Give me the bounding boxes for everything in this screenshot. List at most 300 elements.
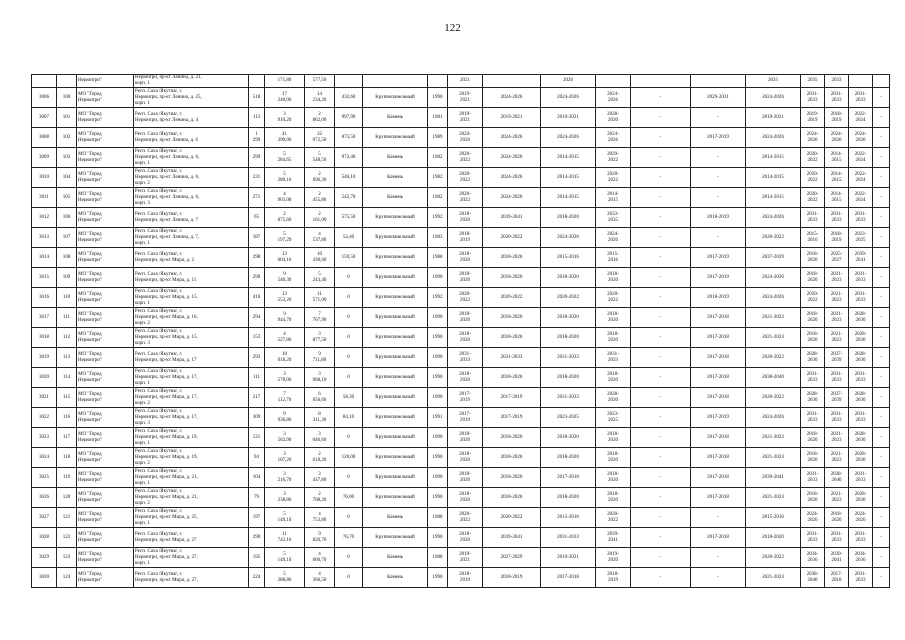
- table-cell-c14: 2018- 2020: [801, 328, 825, 348]
- table-cell-end: -: [873, 368, 890, 388]
- table-cell-id: 113: [57, 348, 77, 368]
- table-cell-c9: 2020-2022: [541, 288, 596, 308]
- table-cell-c15: 2014- 2015: [825, 168, 849, 188]
- table-cell-addr: Респ. Саха /Якутия/, г. Нерюнгри, пр-кт Ленина, д. 7, корп. 1: [134, 228, 249, 248]
- table-cell-c6: 1982: [428, 148, 448, 168]
- table-cell-no: 3017: [32, 308, 57, 328]
- table-cell-c8: 2039-2041: [483, 208, 541, 228]
- table-cell-addr: Респ. Саха /Якутия/, г. Нерюнгри, пр-кт Ленина, д. 6, корп. 1: [134, 148, 249, 168]
- table-cell-c1: 113: [249, 108, 265, 128]
- table-cell-c9: 2024-2026: [541, 128, 596, 148]
- table-cell-c12: 2029-2031: [691, 88, 746, 108]
- table-cell-c6: 1992: [428, 208, 448, 228]
- table-cell-c9: 2023-2025: [541, 408, 596, 428]
- table-cell-end: -: [873, 168, 890, 188]
- table-cell-no: 3009: [32, 148, 57, 168]
- table-cell-c11: -: [631, 88, 691, 108]
- table-cell-c8: 2018-2020: [483, 448, 541, 468]
- table-cell-c12: [691, 75, 746, 88]
- table-cell-c14: 2020- 2022: [801, 188, 825, 208]
- table-cell-c15: 2017- 2018: [825, 568, 849, 588]
- table-cell-c6: 1990: [428, 528, 448, 548]
- table-cell-mo: МО "Город Нерюнгри": [77, 148, 134, 168]
- table-cell-c7: 2020- 2022: [448, 188, 483, 208]
- table-cell-c2: 3 216,70: [265, 468, 305, 488]
- table-cell-c4: 0: [335, 288, 363, 308]
- table-cell-c15: 2037- 2039: [825, 348, 849, 368]
- table-row: [32, 368, 890, 388]
- table-cell-c9: 2018-2020: [541, 328, 596, 348]
- table-cell-c12: 2018-2019: [691, 208, 746, 228]
- table-cell-c2: 5 284,65: [265, 148, 305, 168]
- table-cell-c1: 416: [249, 288, 265, 308]
- table-row: [32, 88, 890, 108]
- table-cell-end: -: [873, 188, 890, 208]
- table-cell-c7: 2018- 2020: [448, 208, 483, 228]
- table-cell-c10: 2018- 2020: [596, 448, 631, 468]
- table-cell-c7: 2020- 2022: [448, 168, 483, 188]
- table-cell-c2: 3 578,00: [265, 368, 305, 388]
- table-cell-c8: [483, 75, 541, 88]
- table-cell-c12: -: [691, 108, 746, 128]
- table-cell-c12: 2017-2019: [691, 408, 746, 428]
- table-cell-c10: 2018- 2020: [596, 328, 631, 348]
- table-cell-c7: 2020- 2022: [448, 288, 483, 308]
- table-cell-id: 105: [57, 188, 77, 208]
- table-cell-c1: 104: [249, 468, 265, 488]
- table-cell-c16: 2022- 2024: [849, 168, 873, 188]
- table-cell-c4: 972,40: [335, 148, 363, 168]
- table-cell-c5: Камень: [363, 188, 428, 208]
- table-cell-c7: 2021: [448, 75, 483, 88]
- table-cell-mo: МО "Город Нерюнгри": [77, 548, 134, 568]
- table-cell-mo: МО "Город Нерюнгри": [77, 288, 134, 308]
- table-cell-c7: 2018- 2020: [448, 448, 483, 468]
- table-cell-id: 118: [57, 448, 77, 468]
- table-cell-c7: 2019- 2021: [448, 108, 483, 128]
- table-cell-no: 3029: [32, 548, 57, 568]
- table-cell-c1: 187: [249, 228, 265, 248]
- table-cell-c14: 2035: [801, 75, 825, 88]
- table-cell-c15: 2031- 2033: [825, 528, 849, 548]
- table-cell-c14: 2015- 2016: [801, 228, 825, 248]
- table-cell-c5: Крупнопанельный: [363, 328, 428, 348]
- table-cell-c6: 1990: [428, 428, 448, 448]
- table-cell-no: 3023: [32, 428, 57, 448]
- table-row: [32, 508, 890, 528]
- table-cell-mo: МО "Город Нерюнгри": [77, 508, 134, 528]
- table-cell-c1: 195: [249, 548, 265, 568]
- table-cell-c14: 2024- 2026: [801, 508, 825, 528]
- table-row: [32, 108, 890, 128]
- table-cell-c11: -: [631, 428, 691, 448]
- table-cell-c6: 1981: [428, 108, 448, 128]
- table-row: [32, 568, 890, 588]
- table-cell-c14: 2018- 2020: [801, 488, 825, 508]
- table-cell-c8: 2020-2022: [483, 228, 541, 248]
- table-cell-mo: МО "Город Нерюнгри": [77, 208, 134, 228]
- table-cell-c7: 2018- 2020: [448, 468, 483, 488]
- table-cell-c12: 2017-2019: [691, 128, 746, 148]
- table-cell-c3: 10 430,60: [305, 248, 335, 268]
- table-cell-c4: [335, 75, 363, 88]
- table-cell-no: 3010: [32, 168, 57, 188]
- table-cell-c12: 2017-2018: [691, 308, 746, 328]
- table-cell-c3: 6 056,60: [305, 388, 335, 408]
- table-cell-c8: 2017-2019: [483, 388, 541, 408]
- table-cell-c9: 2018-2020: [541, 308, 596, 328]
- table-cell-c6: 1990: [428, 468, 448, 488]
- table-cell-mo: МО "Город Нерюнгри": [77, 308, 134, 328]
- table-cell-c16: 2031- 2033: [849, 208, 873, 228]
- table-cell-c16: 2031- 2033: [849, 528, 873, 548]
- table-cell-c2: 11 742,10: [265, 528, 305, 548]
- table-cell-c8: 2018-2020: [483, 268, 541, 288]
- table-cell-c6: 1982: [428, 188, 448, 208]
- table-cell-c1: 294: [249, 308, 265, 328]
- table-cell-c15: 2021- 2023: [825, 308, 849, 328]
- table-cell-c14: 2031- 2033: [801, 408, 825, 428]
- table-row: [32, 288, 890, 308]
- table-cell-c8: 2018-2020: [483, 248, 541, 268]
- table-cell-end: -: [873, 348, 890, 368]
- table-cell-end: -: [873, 88, 890, 108]
- table-cell-id: 114: [57, 368, 77, 388]
- table-cell-mo: МО "Город Нерюнгри": [77, 228, 134, 248]
- table-cell-c4: 0: [335, 508, 363, 528]
- table-cell-addr: Нерюнгри, пр-кт Ленина, д. 21, корп. 1: [134, 75, 249, 88]
- table-cell-c1: 121: [249, 428, 265, 448]
- table-cell-c7: 2018- 2020: [448, 248, 483, 268]
- table-cell-c12: 2017-2018: [691, 348, 746, 368]
- table-cell-mo: МО "Город Нерюнгри": [77, 268, 134, 288]
- table-cell-c13: 2024-2026: [746, 408, 801, 428]
- table-cell-c5: Крупнопанельный: [363, 308, 428, 328]
- table-cell-addr: Респ. Саха /Якутия/, г. Нерюнгри, пр-кт Мира, д. 15, корп. 1: [134, 288, 249, 308]
- table-cell-c16: 2024- 2026: [849, 508, 873, 528]
- table-cell-c7: 2018- 2020: [448, 488, 483, 508]
- table-cell-c8: 2024-2026: [483, 148, 541, 168]
- table-cell-c10: 2020- 2022: [596, 508, 631, 528]
- table-cell-mo: МО "Город Нерюнгри": [77, 348, 134, 368]
- table-cell-c13: 2035: [746, 75, 801, 88]
- table-cell-c1: 293: [249, 348, 265, 368]
- table-cell-end: -: [873, 508, 890, 528]
- table-cell-c2: 5 149,10: [265, 548, 305, 568]
- table-cell-no: 3012: [32, 208, 57, 228]
- table-cell-c9: 2015-2016: [541, 248, 596, 268]
- table-cell-c8: 2018-2020: [483, 428, 541, 448]
- table-cell-c5: Крупнопанельный: [363, 248, 428, 268]
- table-cell-c16: 2022- 2024: [849, 108, 873, 128]
- table-cell-c12: 2017-2018: [691, 448, 746, 468]
- table-cell-end: -: [873, 228, 890, 248]
- table-cell-c16: 2028- 2030: [849, 488, 873, 508]
- table-cell-id: 117: [57, 428, 77, 448]
- table-cell-no: 3019: [32, 348, 57, 368]
- table-cell-c8: 2024-2026: [483, 128, 541, 148]
- table-cell-c11: -: [631, 208, 691, 228]
- table-cell-end: -: [873, 488, 890, 508]
- table-cell-c13: 2014-2015: [746, 148, 801, 168]
- table-cell-c16: 2028- 2030: [849, 448, 873, 468]
- table-cell-c3: 4 537,80: [305, 228, 335, 248]
- table-cell-addr: Респ. Саха /Якутия/, г. Нерюнгри, пр-кт Мира, д. 2: [134, 248, 249, 268]
- table-cell-c5: Крупнопанельный: [363, 388, 428, 408]
- table-cell-c13: 2018-2020: [746, 528, 801, 548]
- table-cell-c15: 2021- 2023: [825, 328, 849, 348]
- table-cell-c1: 309: [249, 408, 265, 428]
- table-cell-c3: 2 696,30: [305, 168, 335, 188]
- table-cell-c10: 2020- 2022: [596, 168, 631, 188]
- table-cell-id: 106: [57, 208, 77, 228]
- table-cell-end: -: [873, 308, 890, 328]
- table-cell-mo: МО "Город Нерюнгри": [77, 468, 134, 488]
- table-cell-c5: Камень: [363, 108, 428, 128]
- table-cell-c11: -: [631, 528, 691, 548]
- table-cell-c6: 1990: [428, 388, 448, 408]
- table-cell-c5: Крупнопанельный: [363, 208, 428, 228]
- table-cell-c6: [428, 75, 448, 88]
- table-cell-id: 102: [57, 128, 77, 148]
- table-cell-c15: 2031- 2033: [825, 208, 849, 228]
- table-cell-c16: 2028- 2030: [849, 348, 873, 368]
- table-cell-id: 116: [57, 408, 77, 428]
- table-cell-c4: 58,30: [335, 388, 363, 408]
- table-cell-mo: МО "Город Нерюнгри": [77, 88, 134, 108]
- table-cell-c14: 2024- 2026: [801, 128, 825, 148]
- table-row: [32, 268, 890, 288]
- table-cell-c12: 2017-2018: [691, 488, 746, 508]
- table-cell-c6: 1983: [428, 228, 448, 248]
- table-cell-c2: 9 936,80: [265, 408, 305, 428]
- table-cell-c15: 2039- 2041: [825, 548, 849, 568]
- table-cell-end: -: [873, 388, 890, 408]
- table-cell-c16: 2023- 2025: [849, 228, 873, 248]
- table-cell-end: -: [873, 468, 890, 488]
- table-cell-c1: 94: [249, 448, 265, 468]
- table-cell-c16: 2022- 2024: [849, 188, 873, 208]
- table-cell-c11: -: [631, 328, 691, 348]
- table-cell-addr: Респ. Саха /Якутия/, г. Нерюнгри, пр-кт Мира, д. 15, корп. 3: [134, 328, 249, 348]
- table-cell-c15: 2031- 2033: [825, 88, 849, 108]
- table-cell-c11: -: [631, 308, 691, 328]
- table-cell-c6: 1989: [428, 128, 448, 148]
- table-cell-c12: -: [691, 168, 746, 188]
- table-cell-c15: 2021- 2023: [825, 428, 849, 448]
- table-row: [32, 128, 890, 148]
- table-cell-c2: 13 604,10: [265, 248, 305, 268]
- table-cell-c11: -: [631, 228, 691, 248]
- table-cell-c2: 5 197,29: [265, 228, 305, 248]
- table-cell-c7: 2020- 2022: [448, 508, 483, 528]
- table-cell-no: 3006: [32, 88, 57, 108]
- table-cell-c13: 2020-2022: [746, 548, 801, 568]
- table-row: [32, 168, 890, 188]
- table-cell-c14: 2031- 2033: [801, 528, 825, 548]
- table-cell-c15: 2025- 2027: [825, 248, 849, 268]
- table-cell-id: 120: [57, 488, 77, 508]
- table-cell-c12: 2017-2018: [691, 468, 746, 488]
- table-cell-mo: МО "Город Нерюнгри": [77, 368, 134, 388]
- table-cell-c12: -: [691, 148, 746, 168]
- table-cell-c8: 2024-2026: [483, 168, 541, 188]
- table-cell-no: [32, 75, 57, 88]
- table-cell-no: 3013: [32, 228, 57, 248]
- table-cell-c6: 1990: [428, 368, 448, 388]
- table-cell-c4: 159,50: [335, 248, 363, 268]
- table-cell-no: 3024: [32, 448, 57, 468]
- table-cell-c1: 290: [249, 528, 265, 548]
- table-cell-c10: 2018- 2020: [596, 368, 631, 388]
- table-cell-c7: 2020- 2022: [448, 148, 483, 168]
- table-cell-c5: [363, 75, 428, 88]
- table-cell-c9: 2017-2018: [541, 468, 596, 488]
- table-cell-c2: 41 390,00: [265, 128, 305, 148]
- table-cell-c2: 171,80: [265, 75, 305, 88]
- table-cell-c9: 2026: [541, 75, 596, 88]
- table-cell-c7: 2018- 2020: [448, 308, 483, 328]
- table-cell-c2: 10 018,20: [265, 348, 305, 368]
- table-cell-c12: 2017-2018: [691, 388, 746, 408]
- table-cell-c10: 2033- 2035: [596, 208, 631, 228]
- table-cell-end: -: [873, 408, 890, 428]
- table-cell-end: -: [873, 328, 890, 348]
- table-cell-c9: 2018-2020: [541, 488, 596, 508]
- table-cell-c1: 224: [249, 568, 265, 588]
- table-cell-c3: 2 708,20: [305, 488, 335, 508]
- table-cell-c10: [596, 75, 631, 88]
- table-cell-c10: 2028- 2030: [596, 388, 631, 408]
- table-cell-c9: 2031-2033: [541, 348, 596, 368]
- table-cell-addr: Респ. Саха /Якутия/, г. Нерюнгри, пр-кт Мира, д. 27, корп. 1: [134, 548, 249, 568]
- table-cell-c15: 2018- 2019: [825, 228, 849, 248]
- table-cell-c12: 2017-2018: [691, 368, 746, 388]
- table-cell-c12: -: [691, 548, 746, 568]
- table-cell-c16: 2028- 2030: [849, 328, 873, 348]
- table-row: [32, 388, 890, 408]
- table-cell-end: -: [873, 528, 890, 548]
- table-cell-c3: 9 711,80: [305, 348, 335, 368]
- table-cell-c6: 1990: [428, 308, 448, 328]
- table-cell-c12: -: [691, 568, 746, 588]
- table-cell-c7: 2019- 2021: [448, 88, 483, 108]
- table-cell-c2: 3 238,80: [265, 488, 305, 508]
- table-cell-id: 123: [57, 548, 77, 568]
- table-cell-c14: 2031- 2033: [801, 368, 825, 388]
- table-cell-c10: 2018- 2019: [596, 568, 631, 588]
- table-cell-addr: Респ. Саха /Якутия/, г. Нерюнгри, пр-кт Мира, д. 27,: [134, 568, 249, 588]
- table-cell-c2: 5 149,10: [265, 508, 305, 528]
- table-cell-c4: 0: [335, 428, 363, 448]
- table-cell-c14: 2020- 2022: [801, 288, 825, 308]
- table-cell-c8: 2020-2022: [483, 508, 541, 528]
- table-cell-c4: 52,40: [335, 228, 363, 248]
- table-cell-c1: [249, 75, 265, 88]
- table-cell-c3: 3 046,60: [305, 428, 335, 448]
- table-cell-id: 109: [57, 268, 77, 288]
- table-cell-mo: МО "Город Нерюнгри": [77, 528, 134, 548]
- table-cell-c13: 2014-2015: [746, 188, 801, 208]
- table-cell-c1: 298: [249, 248, 265, 268]
- table-cell-c3: 11 571,00: [305, 288, 335, 308]
- table-cell-c9: 2018-2020: [541, 428, 596, 448]
- table-cell-c9: 2014-2015: [541, 148, 596, 168]
- table-cell-addr: Респ. Саха /Якутия/, г. Нерюнгри, пр-кт Мира, д. 15: [134, 268, 249, 288]
- table-cell-mo: МО "Город Нерюнгри": [77, 128, 134, 148]
- table-cell-mo: МО "Город Нерюнгри": [77, 428, 134, 448]
- table-row: [32, 348, 890, 368]
- table-cell-c6: 1988: [428, 248, 448, 268]
- table-row: [32, 308, 890, 328]
- table-cell-c13: 2024-2026: [746, 88, 801, 108]
- table-cell-mo: Нерюнгри": [77, 75, 134, 88]
- table-cell-c6: 1990: [428, 448, 448, 468]
- table-cell-c11: -: [631, 268, 691, 288]
- table-cell-no: 3027: [32, 508, 57, 528]
- table-cell-c7: 2024- 2026: [448, 128, 483, 148]
- table-cell-id: 107: [57, 228, 77, 248]
- table-cell-c5: Крупнопанельный: [363, 128, 428, 148]
- table-cell-c10: 2028- 2030: [596, 108, 631, 128]
- table-cell-c11: -: [631, 488, 691, 508]
- table-cell-c5: Камень: [363, 148, 428, 168]
- table-cell-c15: 2031- 2033: [825, 408, 849, 428]
- table-cell-id: 122: [57, 528, 77, 548]
- table-cell-c11: -: [631, 288, 691, 308]
- table-cell-c3: 577,50: [305, 75, 335, 88]
- table-cell-c16: 2024- 2026: [849, 128, 873, 148]
- table-cell-c14: 2028- 2030: [801, 348, 825, 368]
- table-cell-c16: 2031- 2033: [849, 268, 873, 288]
- table-cell-mo: МО "Город Нерюнгри": [77, 188, 134, 208]
- table-cell-c4: 76,70: [335, 528, 363, 548]
- table-cell-c4: 0: [335, 308, 363, 328]
- table-row: [32, 328, 890, 348]
- table-cell-c8: 2020-2022: [483, 288, 541, 308]
- table-cell-c2: 7 112,70: [265, 388, 305, 408]
- table-cell-c9: 2024-2026: [541, 88, 596, 108]
- table-cell-c7: 2018- 2020: [448, 428, 483, 448]
- table-cell-end: -: [873, 288, 890, 308]
- table-cell-addr: Респ. Саха /Якутия/, г. Нерюнгри, пр-кт Мира, д. 17, корп. 2: [134, 388, 249, 408]
- table-cell-c10: 2018- 2020: [596, 488, 631, 508]
- table-cell-c1: 79: [249, 488, 265, 508]
- table-cell-c5: Крупнопанельный: [363, 228, 428, 248]
- table-cell-c13: 2021-2023: [746, 308, 801, 328]
- table-cell-c15: 2021- 2023: [825, 268, 849, 288]
- table-cell-c3: 4 366,50: [305, 568, 335, 588]
- table-row: [32, 548, 890, 568]
- table-cell-c14: 2018- 2020: [801, 428, 825, 448]
- table-cell-addr: Респ. Саха /Якутия/, г. Нерюнгри, пр-кт Ленина, д. 6: [134, 128, 249, 148]
- table-cell-c4: 76,00: [335, 488, 363, 508]
- table-cell-c1: 65: [249, 208, 265, 228]
- table-cell-c4: 84,10: [335, 408, 363, 428]
- table-cell-addr: Респ. Саха /Якутия/, г. Нерюнгри, пр-кт Мира, д. 19, корп. 1: [134, 428, 249, 448]
- table-cell-c16: 2028- 2030: [849, 388, 873, 408]
- table-cell-c14: 2038- 2040: [801, 568, 825, 588]
- table-cell-c10: 2024- 2026: [596, 228, 631, 248]
- table-cell-c13: 2021-2023: [746, 428, 801, 448]
- table-cell-c10: 2018- 2020: [596, 308, 631, 328]
- table-cell-c9: 2031-2033: [541, 528, 596, 548]
- table-cell-c3: 3 068,10: [305, 368, 335, 388]
- table-cell-c8: 2018-2020: [483, 488, 541, 508]
- table-cell-c13: 2021-2023: [746, 448, 801, 468]
- table-cell-end: -: [873, 148, 890, 168]
- table-cell-c3: 5 548,50: [305, 148, 335, 168]
